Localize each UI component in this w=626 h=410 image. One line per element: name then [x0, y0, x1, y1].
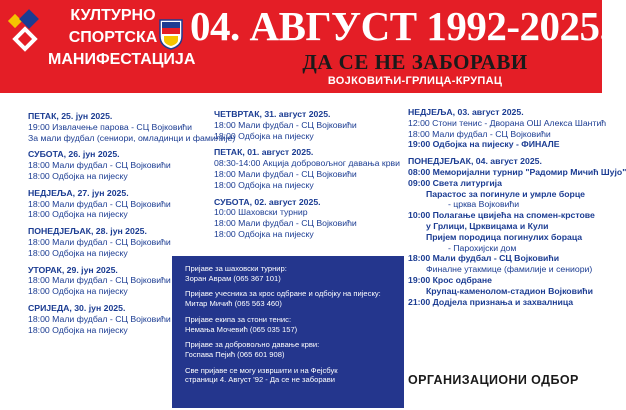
day-date: ПЕТАК, 01. август 2025. [214, 147, 314, 158]
event-line: 10:00 Полагање цвијећа на спомен-крстове [408, 210, 595, 221]
day-block [28, 149, 208, 181]
event-line: 18:00 Одбојка на пијеску [28, 209, 128, 220]
day-date: НЕДЈЕЉА, 27. јун 2025. [28, 187, 129, 198]
event-line: 18:00 Мали фудбал - СЦ Војковићи [214, 168, 357, 179]
day-date: УТОРАК, 29. јун 2025. [28, 264, 118, 275]
manifestation-logo-icon [6, 10, 42, 50]
event-subtitle: ДА СЕ НЕ ЗАБОРАВИ [302, 50, 528, 74]
info-paragraph [185, 315, 397, 334]
day-date: ПОНЕДЈЕЉАК, 04. август 2025. [408, 156, 542, 167]
day-block [408, 156, 626, 307]
event-line: - црква Војковићи [448, 199, 520, 210]
info-paragraph [185, 340, 397, 359]
event-line: Финалне утакмице (фамилије и сениори) [426, 264, 593, 275]
day-date: НЕДЈЕЉА, 03. август 2025. [408, 107, 524, 117]
info-paragraph [185, 366, 397, 385]
day-date: СУБОТА, 26. јун 2025. [28, 149, 120, 160]
info-line: Пријаве за добровољно давање крви: [185, 340, 320, 350]
event-line: 18:00 Одбојка на пијеску [28, 324, 128, 335]
org-line-2: СПОРТСКА [68, 29, 158, 46]
event-line: 10:00 Шаховски турнир [214, 207, 308, 218]
org-line-3: МАНИФЕСТАЦИЈА [48, 51, 196, 68]
info-line: Зоран Аврам (065 367 101) [185, 273, 281, 283]
event-line: у Грлици, Црквицама и Кули [426, 220, 549, 231]
event-line: 18:00 Мали фудбал - СЦ Војковићи [214, 119, 357, 130]
header-banner [0, 0, 610, 93]
event-line: 19:00 Одбојка на пијеску - ФИНАЛЕ [408, 139, 560, 150]
day-block [408, 107, 607, 150]
day-date: СУБОТА, 02. август 2025. [214, 196, 321, 207]
event-line: 18:00 Мали фудбал - СЦ Војковићи [28, 198, 171, 209]
event-line: 18:00 Одбојка на пијеску [28, 286, 128, 297]
event-line: 19:00 Извлачење парова - СЦ Војковићи [28, 121, 192, 132]
event-line: 18:00 Одбојка на пијеску [28, 247, 128, 258]
event-line: 18:00 Мали фудбал - СЦ Војковићи [28, 236, 171, 247]
event-line: 18:00 Одбојка на пијеску [28, 170, 128, 181]
event-line: 18:00 Одбојка на пијеску [214, 228, 314, 239]
info-line: Све пријаве се могу извршити и на Фејсбук [185, 365, 338, 375]
event-line: 18:00 Мали фудбал - СЦ Војковићи [214, 218, 357, 229]
event-line: За мали фудбал (сениори, омладинци и фамилије) [28, 132, 236, 143]
event-line: 18:00 Мали фудбал - СЦ Војковићи [28, 313, 171, 324]
event-title: 04. АВГУСТ 1992-2025. [190, 3, 610, 49]
event-line: - Парохијски дом [448, 242, 517, 253]
info-line: Пријаве за шаховски турнир: [185, 264, 287, 273]
event-line: 21:00 Додјела признања и захвалница [408, 296, 574, 307]
registration-info-box [172, 256, 404, 408]
day-date: СРИЈЕДА, 30. јун 2025. [28, 302, 126, 313]
organizing-committee: ОРГАНИЗАЦИОНИ ОДБОР [408, 373, 579, 387]
event-line: 18:00 Мали фудбал - СЦ Војковићи [28, 275, 171, 286]
day-date: ПОНЕДЈЕЉАК, 28. јун 2025. [28, 226, 147, 237]
info-paragraph [185, 289, 397, 308]
event-line: Парастос за погинуле и умрле борце [426, 188, 585, 199]
info-line: Митар Мичић (065 563 460) [185, 299, 282, 309]
day-date: ПЕТАК, 25. јун 2025. [28, 111, 113, 121]
municipality-crest-icon [158, 18, 184, 50]
info-paragraph [185, 264, 397, 283]
day-date: ЧЕТВРТАК, 31. август 2025. [214, 109, 331, 119]
schedule-column-3 [408, 107, 626, 313]
event-line: 18:00 Мали фудбал - СЦ Војковићи [408, 128, 551, 139]
event-line: 18:00 Мали фудбал - СЦ Војковићи [28, 160, 171, 171]
event-line: 18:00 Одбојка на пијеску [214, 130, 314, 141]
schedule-column-2 [214, 109, 399, 246]
event-line: 18:00 Одбојка на пијеску [214, 179, 314, 190]
info-line: Пријаве учесника за крос одбране и одбојку на пијеску: [185, 289, 381, 299]
info-line: Пријаве екипа за стони тенис: [185, 314, 292, 324]
day-block [214, 147, 399, 190]
event-line: Крупац-каменолом-стадион Војковићи [426, 285, 593, 296]
day-block [28, 111, 236, 143]
event-line: 18:00 Мали фудбал - СЦ Војковићи [408, 253, 560, 264]
event-location: ВОЈКОВИЋИ-ГРЛИЦА-КРУПАЦ [327, 75, 503, 87]
event-line: 08:30-14:00 Акција добровољног давања крви [214, 158, 401, 169]
event-line: 09:00 Света литургија [408, 177, 502, 188]
event-line: Пријем породица погинулих бораца [426, 231, 583, 242]
day-block [28, 226, 208, 258]
day-block [28, 188, 208, 220]
event-line: 08:00 Меморијални турнир "Радомир Мичић Шујо" [408, 166, 626, 177]
event-line: 19:00 Крос одбране [408, 274, 492, 285]
day-block [214, 109, 399, 141]
info-line: страници 4. Август '92 - Да се не заборави [185, 375, 336, 385]
info-line: Немања Мочевић (065 035 157) [185, 324, 298, 334]
day-block [214, 197, 399, 240]
event-line: 12:00 Стони тенис - Дворана ОШ Алекса Шантић [408, 117, 607, 128]
org-line-1: КУЛТУРНО [70, 7, 156, 24]
info-line: Госпава Пејић (065 601 908) [185, 349, 285, 359]
